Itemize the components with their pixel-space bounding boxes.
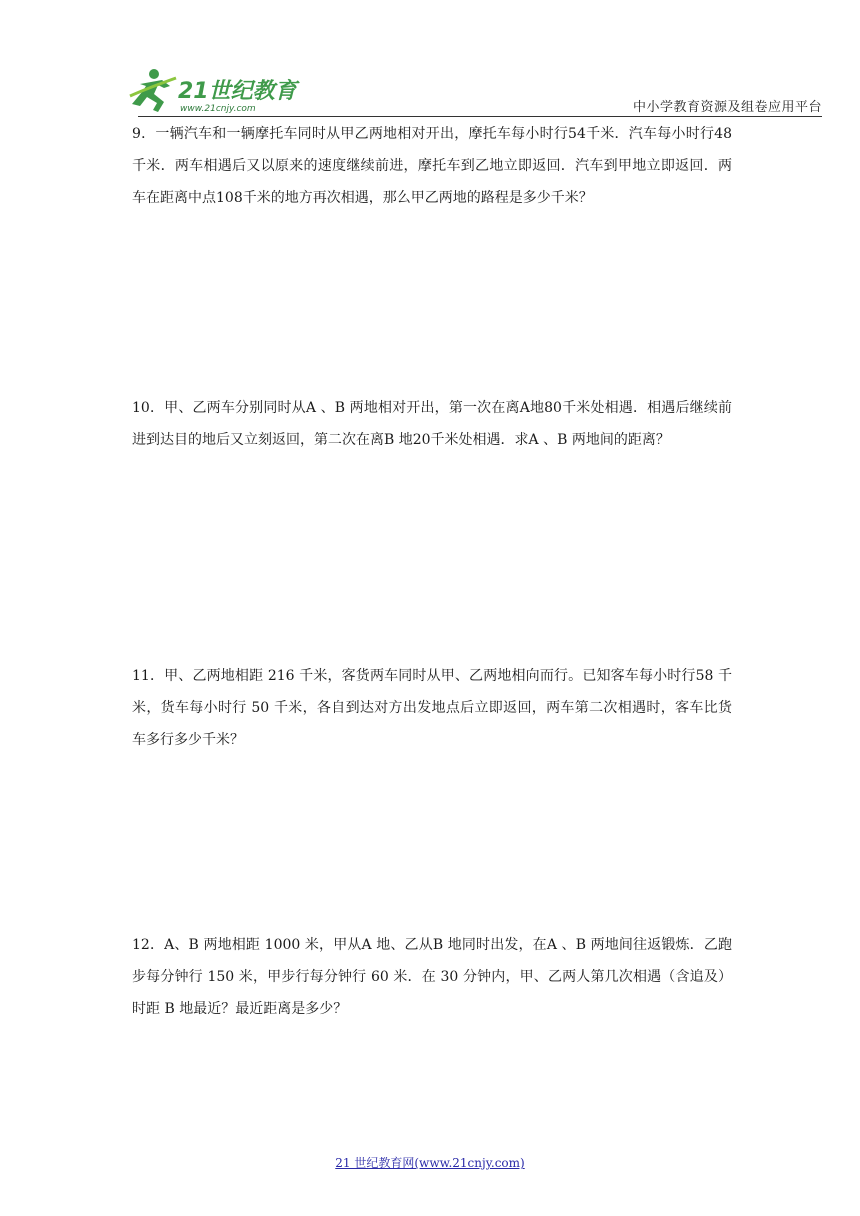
question-11: 11．甲、乙两地相距 216 千米，客货两车同时从甲、乙两地相向而行。已知客车每小时行58 千米，货车每小时行 50 千米，各自到达对方出发地点后立即返回，两车第二次相遇时，客车比货车多行多少千米？ [132,668,732,748]
question-10: 10．甲、乙两车分别同时从A 、B 两地相对开出，第一次在离A地80千米处相遇．相遇后继续前进到达目的地后又立刻返回，第二次在离B 地20千米处相遇．求A 、B 两地间的距离？ [132,400,732,448]
header-divider [138,116,822,117]
page-header [0,0,860,120]
question-9: 9．一辆汽车和一辆摩托车同时从甲乙两地相对开出，摩托车每小时行54千米．汽车每小时行48千米．两车相遇后又以原来的速度继续前进，摩托车到乙地立即返回．汽车到甲地立即返回．两车在距离中点108千米的地方再次相遇，那么甲乙两地的路程是多少千米？ [132,126,732,206]
site-logo[interactable] [128,66,303,116]
platform-name: 中小学教育资源及组卷应用平台 [632,100,822,115]
runner-logo-icon [128,66,303,116]
svg-text:www.21cnjy.com: www.21cnjy.com [180,104,256,114]
question-12: 12．A、B 两地相距 1000 米，甲从A 地、乙从B 地同时出发，在A 、B 两地间往返锻炼．乙跑步每分钟行 150 米，甲步行每分钟行 60 米．在 30 分钟内，甲、乙两人第几次相遇（含追及）时距 B 地最近？最近距离是多少？ [132,937,732,1017]
page-footer [0,1154,860,1171]
footer-site-link[interactable]: 21 世纪教育网(www.21cnjy.com) [335,1156,525,1170]
svg-text:21世纪教育: 21世纪教育 [178,79,297,104]
